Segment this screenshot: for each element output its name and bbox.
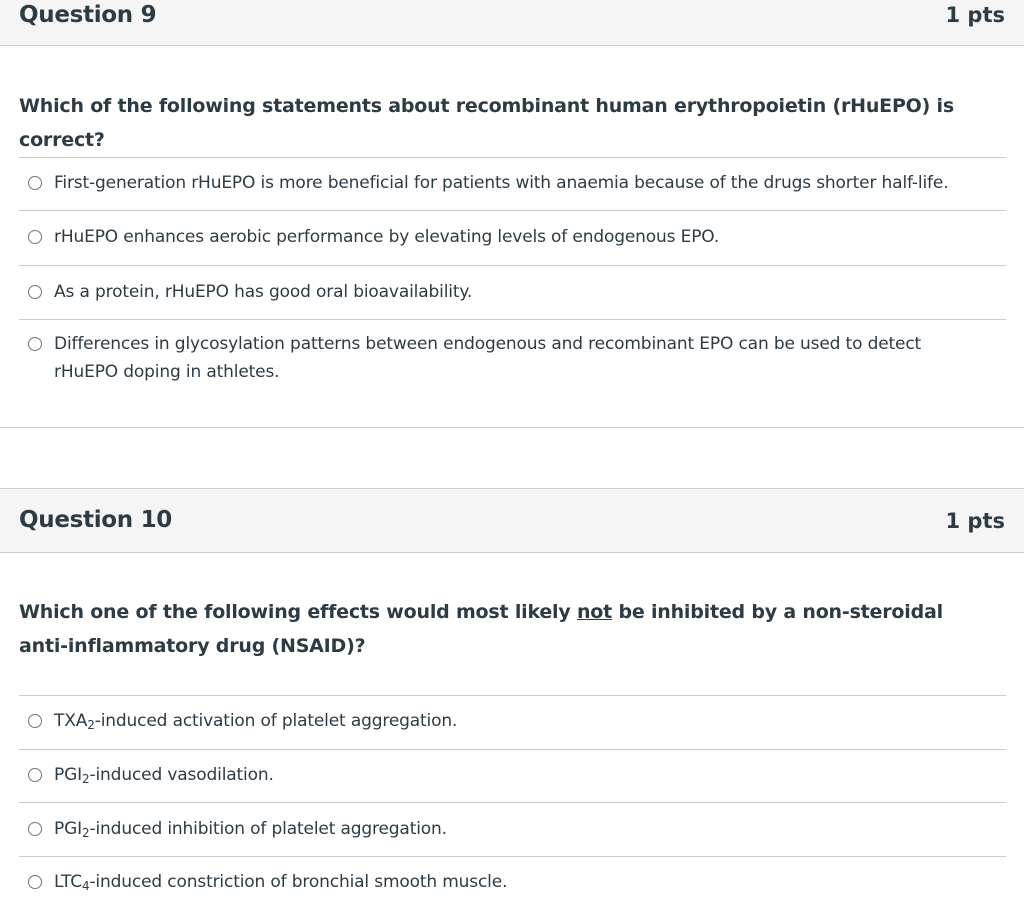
- radio-button[interactable]: [28, 337, 42, 351]
- answer-list: [19, 695, 1006, 907]
- answer-option[interactable]: [19, 696, 1006, 750]
- answer-label: $TXA_2$-induced activation of platelet aggregation.: [54, 711, 458, 732]
- answer-label: $LTC_4$-induced constriction of bronchial smooth muscle.: [54, 872, 508, 893]
- radio-button[interactable]: [28, 714, 42, 728]
- emphasis-underline: not: [576, 601, 613, 623]
- answer-label: $PGI_2$-induced inhibition of platelet aggregation.: [54, 819, 447, 840]
- answer-label: rHuEPO enhances aerobic performance by elevating levels of endogenous EPO.: [54, 227, 720, 247]
- question-title: Question 9: [19, 2, 157, 28]
- radio-button[interactable]: [28, 285, 42, 299]
- question-10: [0, 488, 1024, 910]
- answer-option[interactable]: [19, 320, 1006, 400]
- question-9: [0, 0, 1024, 428]
- radio-button[interactable]: [28, 230, 42, 244]
- question-header: [0, 0, 1024, 46]
- question-header: [0, 489, 1024, 553]
- answer-label: Differences in glycosylation patterns between endogenous and recombinant EPO can be used to detect rHuEPO doping in athletes.: [54, 334, 922, 382]
- answer-label: $PGI_2$-induced vasodilation.: [54, 765, 274, 786]
- answer-option[interactable]: [19, 857, 1006, 907]
- radio-button[interactable]: [28, 822, 42, 836]
- answer-label: First-generation rHuEPO is more beneficial for patients with anaemia because of the drugs shorter half-life.: [54, 173, 949, 193]
- answer-option[interactable]: [19, 211, 1006, 266]
- question-title: Question 10: [19, 507, 172, 533]
- answer-option[interactable]: [19, 750, 1006, 803]
- question-points: 1 pts: [945, 3, 1005, 27]
- answer-option[interactable]: [19, 266, 1006, 320]
- question-points: 1 pts: [945, 509, 1005, 533]
- radio-button[interactable]: [28, 875, 42, 889]
- question-text: Which one of the following effects would most likely not be inhibited by a non-steroidal anti-inflammatory drug (NSAID)?: [19, 601, 943, 657]
- radio-button[interactable]: [28, 768, 42, 782]
- answer-label: As a protein, rHuEPO has good oral bioavailability.: [54, 282, 473, 302]
- radio-button[interactable]: [28, 176, 42, 190]
- question-text: Which of the following statements about recombinant human erythropoietin (rHuEPO) is correct?: [19, 95, 954, 151]
- answer-list: [19, 157, 1006, 400]
- answer-option[interactable]: [19, 158, 1006, 211]
- answer-option[interactable]: [19, 803, 1006, 857]
